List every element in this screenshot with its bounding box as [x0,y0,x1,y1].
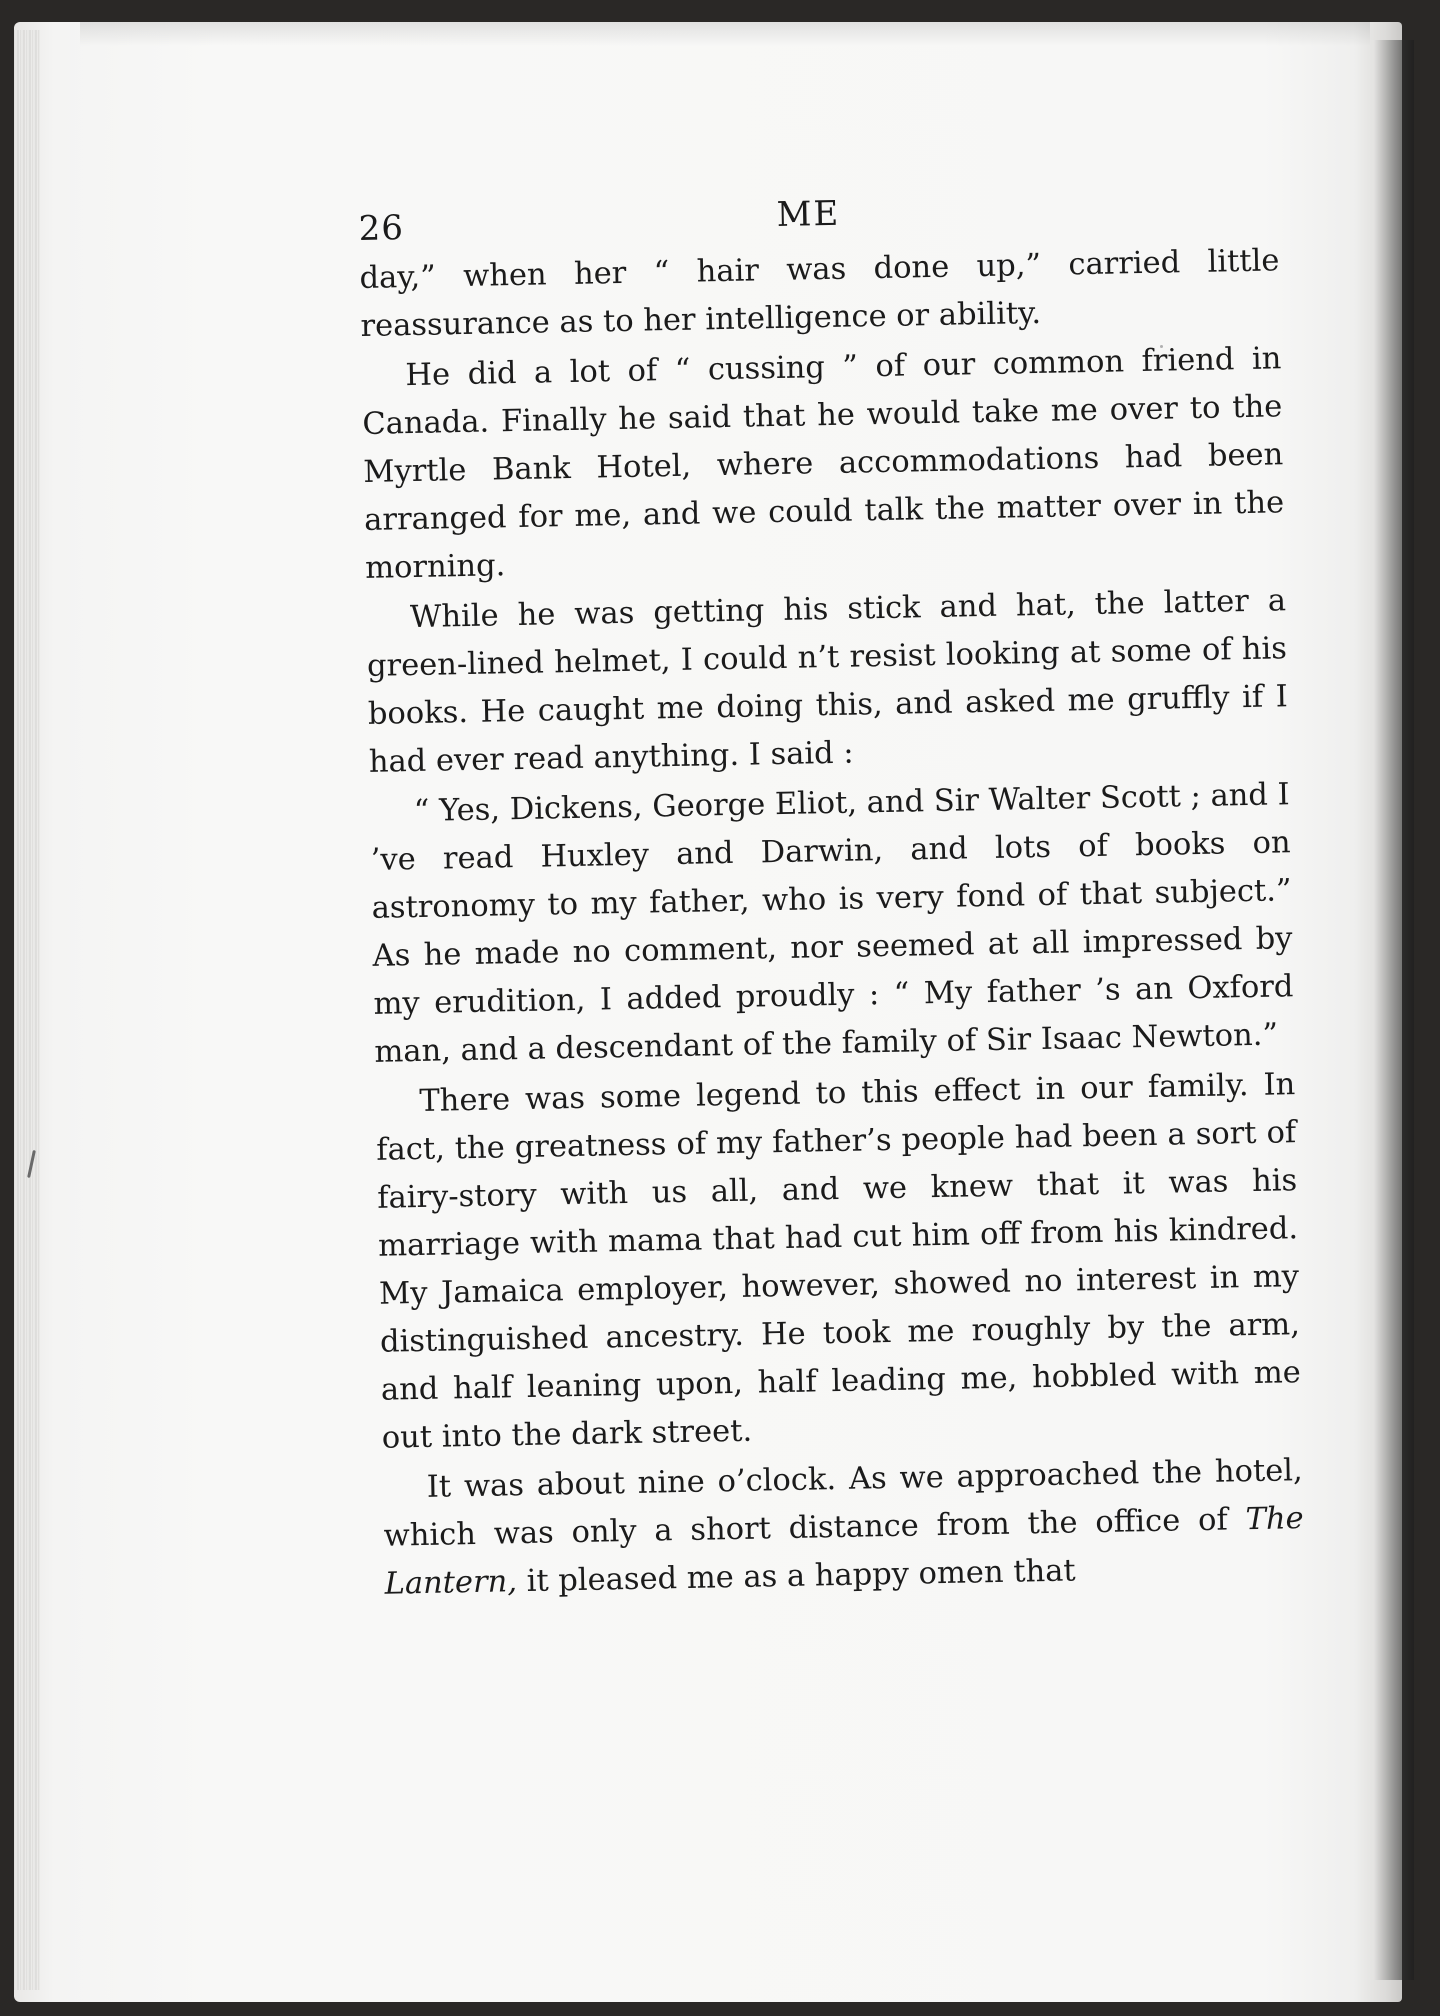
paragraph: He did a lot of “ cussing ” of our common friend in Canada. Finally he said that he would take me over to the Myrtle Bank Hotel, where accommodations had been arranged for me, and we could talk the matter over in the morning. [362,341,1285,586]
paragraph: While he was getting his stick and hat, the latter a green-lined helmet, I could n’t resist looking at some of his books. He caught me doing this, and asked me gruffly if I had ever read anything. I said : [366,583,1289,780]
paragraph: There was some legend to this effect in our family. In fact, the greatness of my father’s people had been a sort of fairy-story with us all, and we knew that it was his marriage with mama that had cut him off from his kindred. My Jamaica employer, however, showed no interest in my distinguished ancestry. He took me roughly by the arm, and half leaning upon, half leading me, hobbled with me out into the dark street. [376,1067,1302,1456]
paragraph: “ Yes, Dickens, George Eliot, and Sir Walter Scott ; and I ’ve read Huxley and Darwin, and lots of books on astronomy to my father, who is very fond of that subject.” As he made no comment, nor seemed at all impressed by my erudition, I added proudly : “ My father ’s an Oxford man, and a descendant of the family of Sir Isaac Newton.” [370,777,1294,1070]
paragraph-continued: day,” when her “ hair was done up,” carried little reassurance as to her intelligence or ability. [359,243,1280,344]
page-number: 26 [358,208,405,249]
paragraph-text: it pleased me as a happy omen that [516,1553,1076,1600]
text-block [358,177,1305,1608]
page-edge-stack [14,30,40,1990]
newspaper-title-italic: The Lantern, [384,1501,1304,1602]
running-title: ME [776,193,841,235]
paragraph-last [382,1447,1305,1609]
binding-gutter-shadow [1374,40,1414,1980]
body-text [359,237,1305,1608]
top-page-shadow [80,22,1370,46]
paragraph-text: It was about nine o’clock. As we approached the hotel, which was only a short distance from the office of [383,1453,1303,1554]
